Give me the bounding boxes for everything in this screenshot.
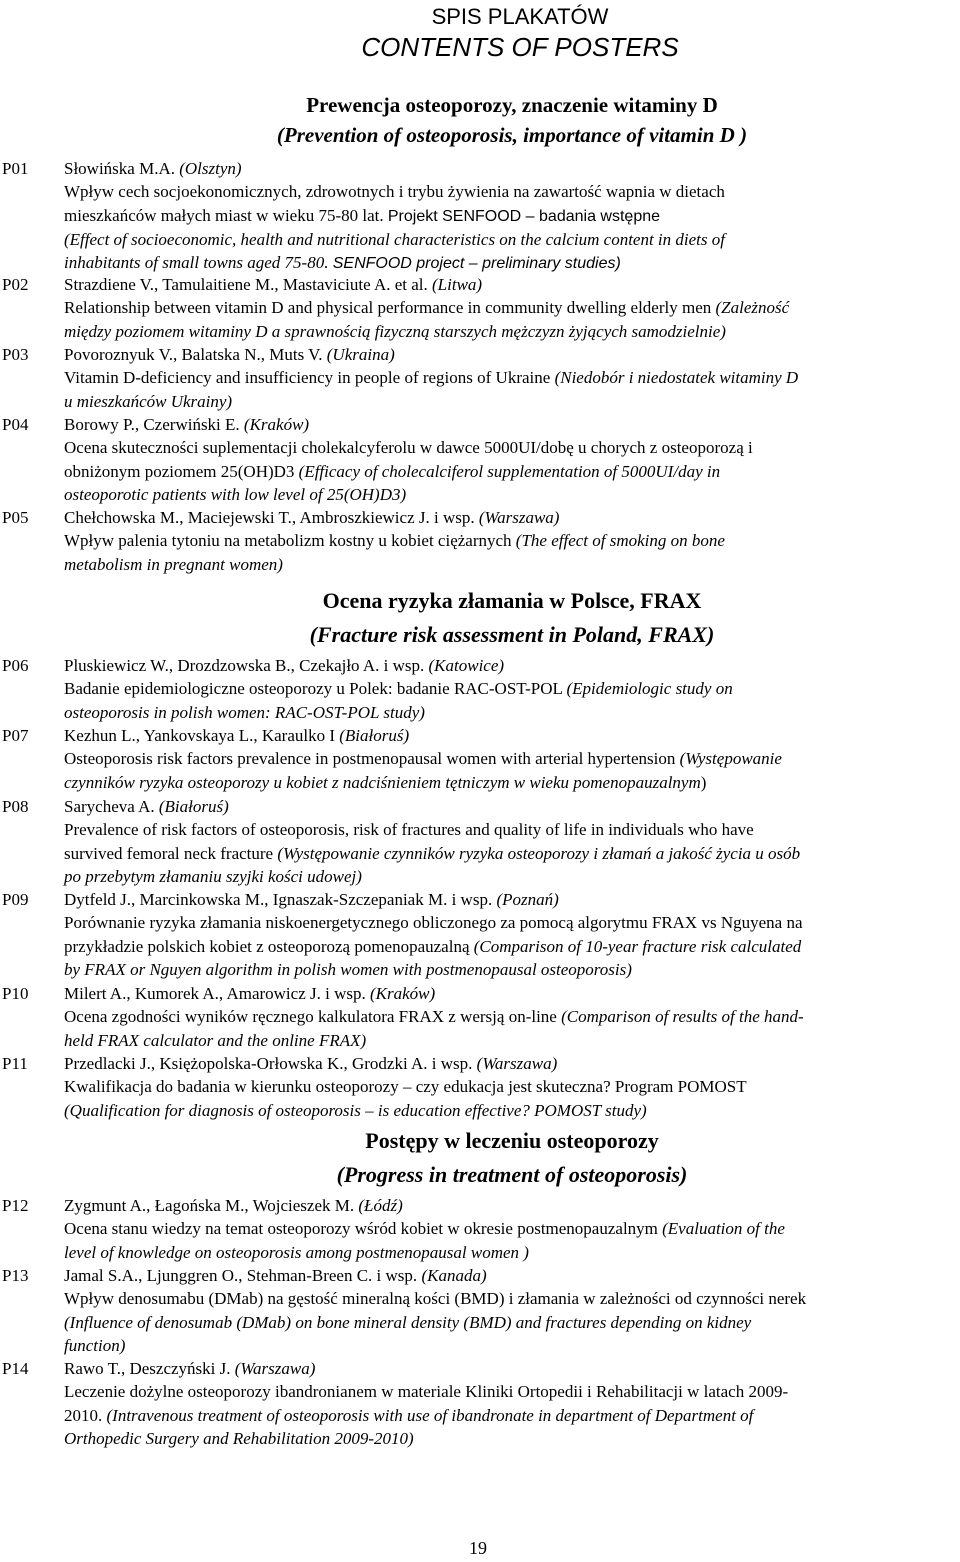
poster-code: P04: [2, 415, 29, 434]
poster-title-translation: czynników ryzyka osteoporozy u kobiet z nadciśnieniem tętniczym w wieku pomenopauzalnym: [64, 772, 701, 792]
poster-title: Leczenie dożylne osteoporozy ibandronianem w materiale Kliniki Ortopedii i Rehabilitacji w latach 2009-: [64, 1382, 789, 1402]
poster-title: Ocena stanu wiedzy na temat osteoporozy wśród kobiet w okresie postmenopauzalnym: [64, 1219, 663, 1239]
poster-authors: Słowińska M.A.: [64, 159, 175, 178]
poster-authors: Pluskiewicz W., Drozdzowska B., Czekajło A. i wsp.: [64, 656, 425, 675]
poster-code: P07: [2, 726, 29, 745]
poster-title: Vitamin D-deficiency and insufficiency in people of regions of Ukraine: [64, 368, 555, 388]
poster-title-translation: u mieszkańców Ukrainy): [64, 391, 233, 411]
poster-code: P10: [2, 984, 29, 1003]
poster-code: P14: [2, 1359, 29, 1378]
poster-authors: Dytfeld J., Marcinkowska M., Ignaszak-Szczepaniak M. i wsp.: [64, 890, 493, 909]
poster-title: Ocena skuteczności suplementacji cholekalcyferolu w dawce 5000UI/dobę u chorych z osteoporozą i: [64, 438, 753, 458]
poster-title-translation: po przebytym złamaniu szyjki kości udowej): [64, 866, 362, 886]
poster-code: P09: [2, 890, 29, 909]
poster-title-translation: (Qualification for diagnosis of osteoporosis – is education effective? POMOST study): [64, 1100, 647, 1120]
poster-title-translation: ): [700, 772, 707, 792]
poster-place: (Kraków): [239, 415, 310, 434]
section-title-pl: Prewencja osteoporozy, znaczenie witaminy D: [306, 93, 718, 117]
section-heading-prevention: [64, 90, 960, 150]
poster-title: przykładzie polskich kobiet z osteoporozą pomenopauzalną: [64, 936, 474, 956]
poster-title-translation: (Comparison of results of the hand-: [561, 1007, 804, 1027]
poster-title-translation: (Influence of denosumab (DMab) on bone mineral density (BMD) and fractures depending on kidney: [64, 1312, 752, 1332]
poster-authors: Sarycheva A.: [64, 797, 155, 816]
poster-authors: Zygmunt A., Łagońska M., Wojcieszek M.: [64, 1196, 355, 1215]
poster-title: mieszkańców małych miast w wieku 75-80 lat.: [64, 205, 388, 225]
section-heading-fracture-risk: [64, 584, 960, 652]
poster-title-translation: SENFOOD project – preliminary studies): [332, 255, 621, 273]
poster-authors: Jamal S.A., Ljunggren O., Stehman-Breen C. i wsp.: [64, 1266, 418, 1285]
poster-authors: Rawo T., Deszczyński J.: [64, 1359, 231, 1378]
poster-title: Wpływ palenia tytoniu na metabolizm kostny u kobiet ciężarnych: [64, 531, 516, 551]
poster-title-translation: (Effect of socioeconomic, health and nutritional characteristics on the calcium content in diets of: [64, 229, 725, 249]
section-title-en: (Prevention of osteoporosis, importance of vitamin D ): [276, 123, 748, 147]
poster-title: Relationship between vitamin D and physical performance in community dwelling elderly men: [64, 298, 716, 318]
section-title-en: (Fracture risk assessment in Poland, FRAX): [309, 622, 715, 647]
poster-authors: Borowy P., Czerwiński E.: [64, 415, 240, 434]
section-title-pl: Postępy w leczeniu osteoporozy: [365, 1128, 659, 1153]
poster-title: Porównanie ryzyka złamania niskoenergetycznego obliczonego za pomocą algorytmu FRAX vs Nguyena na: [64, 913, 803, 933]
poster-place: (Warszawa): [474, 508, 560, 527]
section-title-en: (Progress in treatment of osteoporosis): [336, 1162, 688, 1187]
poster-code: P08: [2, 797, 29, 816]
poster-authors: Kezhun L., Yankovskaya L., Karaulko I: [64, 726, 335, 745]
poster-place: (Olsztyn): [174, 159, 242, 178]
poster-title-translation: (Występowanie czynników ryzyka osteoporozy i złamań a jakość życia u osób: [277, 843, 801, 863]
poster-place: (Litwa): [427, 275, 483, 294]
poster-title-translation: między poziomem witaminy D a sprawnością fizyczną starszych mężczyzn żyjących samodzielnie): [64, 321, 726, 341]
poster-title-translation: held FRAX calculator and the online FRAX): [64, 1030, 367, 1050]
poster-title-translation: osteoporotic patients with low level of 25(OH)D3): [64, 484, 407, 504]
poster-place: (Kraków): [365, 984, 436, 1003]
poster-title-translation: (Evaluation of the: [662, 1219, 785, 1239]
document-title-pl: SPIS PLAKATÓW: [431, 4, 609, 29]
document-title-en: CONTENTS OF POSTERS: [361, 32, 679, 62]
poster-code: P02: [2, 275, 29, 294]
poster-title: Prevalence of risk factors of osteoporosis, risk of fractures and quality of life in individuals who have: [64, 820, 754, 840]
poster-code: P12: [2, 1196, 29, 1215]
poster-title: obniżonym poziomem 25(OH)D3: [64, 461, 299, 481]
poster-title: 2010.: [64, 1405, 107, 1425]
poster-place: (Katowice): [424, 656, 505, 675]
poster-authors: Povoroznyuk V., Balatska N., Muts V.: [64, 345, 323, 364]
poster-code: P06: [2, 656, 29, 675]
poster-title-translation: (Intravenous treatment of osteoporosis with use of ibandronate in department of Department of: [106, 1405, 754, 1425]
poster-title: Badanie epidemiologiczne osteoporozy u Polek: badanie RAC-OST-POL: [64, 679, 567, 699]
poster-code: P11: [2, 1054, 28, 1073]
poster-title-translation: level of knowledge on osteoporosis among postmenopausal women ): [64, 1242, 529, 1262]
poster-title-translation: osteoporosis in polish women: RAC-OST-POL study): [64, 702, 425, 722]
poster-authors: Milert A., Kumorek A., Amarowicz J. i wsp.: [64, 984, 366, 1003]
page-number: 19: [469, 1538, 487, 1558]
poster-title-translation: Orthopedic Surgery and Rehabilitation 2009-2010): [64, 1428, 414, 1448]
poster-title-translation: (Comparison of 10-year fracture risk calculated: [473, 936, 802, 956]
poster-code: P05: [2, 508, 29, 527]
poster-place: (Poznań): [492, 890, 559, 909]
poster-title: Wpływ cech socjoekonomicznych, zdrowotnych i trybu żywienia na zawartość wapnia w dietach: [64, 182, 725, 202]
poster-title: Projekt SENFOOD – badania wstępne: [387, 207, 661, 225]
poster-title: Kwalifikacja do badania w kierunku osteoporozy – czy edukacja jest skuteczna? Program POMOST: [64, 1077, 747, 1097]
poster-code: P03: [2, 345, 29, 364]
poster-code: P13: [2, 1266, 29, 1285]
poster-title-translation: function): [64, 1335, 126, 1355]
poster-place: (Łódź): [354, 1196, 403, 1215]
section-title-pl: Ocena ryzyka złamania w Polsce, FRAX: [322, 588, 702, 613]
poster-authors: Strazdiene V., Tamulaitiene M., Mastaviciute A. et al.: [64, 275, 428, 294]
poster-title-translation: inhabitants of small towns aged 75-80.: [64, 253, 333, 273]
poster-authors: Przedlacki J., Księżopolska-Orłowska K., Grodzki A. i wsp.: [64, 1054, 473, 1073]
poster-title-translation: (Występowanie: [679, 749, 782, 769]
poster-place: (Kanada): [417, 1266, 487, 1285]
poster-title: Osteoporosis risk factors prevalence in postmenopausal women with arterial hypertension: [64, 749, 680, 769]
poster-title: Wpływ denosumabu (DMab) na gęstość mineralną kości (BMD) i złamania w zależności od czynności nerek: [64, 1289, 807, 1309]
poster-title: Ocena zgodności wyników ręcznego kalkulatora FRAX z wersją on-line: [64, 1007, 562, 1027]
poster-place: (Białoruś): [335, 726, 410, 745]
poster-title-translation: metabolism in pregnant women): [64, 554, 283, 574]
poster-title-translation: by FRAX or Nguyen algorithm in polish women with postmenopausal osteoporosis): [64, 959, 632, 979]
poster-place: (Warszawa): [472, 1054, 558, 1073]
poster-title-translation: (The effect of smoking on bone: [515, 531, 725, 551]
poster-title: survived femoral neck fracture: [64, 843, 278, 863]
poster-place: (Białoruś): [154, 797, 229, 816]
poster-code: P01: [2, 159, 29, 178]
poster-place: (Warszawa): [230, 1359, 316, 1378]
poster-title-translation: (Niedobór i niedostatek witaminy D: [554, 368, 799, 388]
poster-title-translation: (Zależność: [715, 298, 790, 318]
poster-authors: Chełchowska M., Maciejewski T., Ambroszkiewicz J. i wsp.: [64, 508, 475, 527]
poster-place: (Ukraina): [322, 345, 395, 364]
section-heading-treatment: [64, 1124, 960, 1192]
poster-title-translation: (Epidemiologic study on: [566, 679, 733, 699]
poster-title-translation: (Efficacy of cholecalciferol supplementation of 5000UI/day in: [298, 461, 721, 481]
